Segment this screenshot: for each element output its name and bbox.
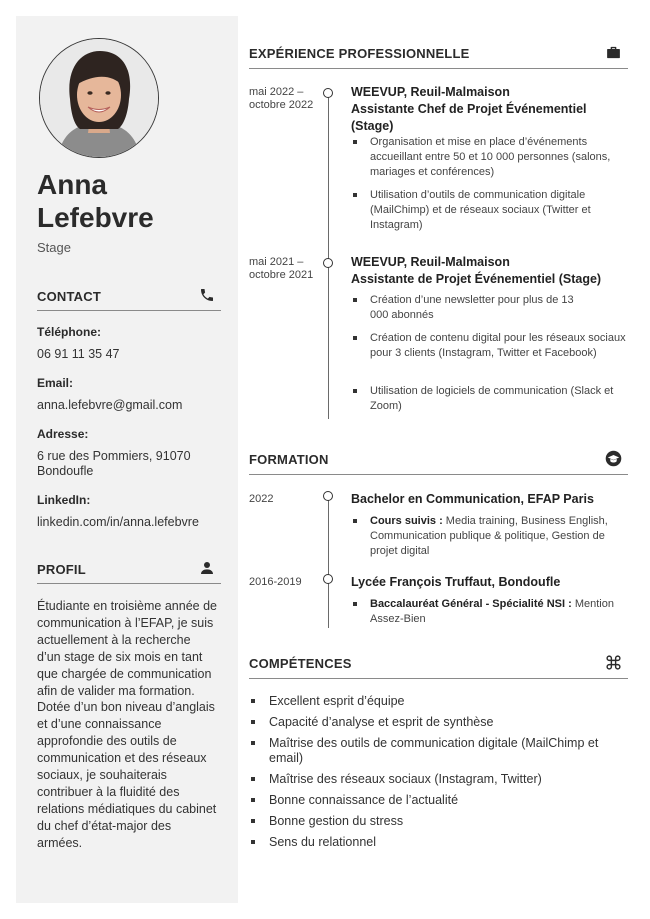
profile-section-header <box>37 559 221 584</box>
candidate-title: Stage <box>37 240 71 255</box>
skill-item: Maîtrise des réseaux sociaux (Instagram, Twitter) <box>269 772 624 787</box>
education-heading: FORMATION <box>249 452 329 467</box>
address-value <box>37 449 227 479</box>
detail-label: Baccalauréat Général - Spécialité NSI : <box>370 598 572 610</box>
date-end: octobre 2021 <box>249 269 314 281</box>
education-2-detail <box>370 597 628 627</box>
detail-label: Cours suivis : <box>370 515 443 527</box>
linkedin-label: LinkedIn: <box>37 493 91 507</box>
skills-section-header <box>249 652 628 679</box>
phone-icon <box>199 287 215 303</box>
skill-item: Maîtrise des outils de communication digitale (MailChimp et email) <box>269 736 624 766</box>
date-start: mai 2021 – <box>249 256 304 268</box>
experience-section-header <box>249 42 628 69</box>
profile-photo <box>39 38 159 158</box>
user-icon <box>199 560 215 576</box>
experience-heading: EXPÉRIENCE PROFESSIONNELLE <box>249 46 470 61</box>
experience-1-bullet-1: Organisation et mise en place d’événements accueillant entre 50 et 10 000 personnes (salons, mariages et conférences) <box>370 135 628 181</box>
date-end: octobre 2022 <box>249 99 314 111</box>
briefcase-icon <box>605 44 622 61</box>
experience-2-date <box>249 256 327 282</box>
experience-2-bullet-3: Utilisation de logiciels de communication (Slack et Zoom) <box>370 384 628 414</box>
contact-heading: CONTACT <box>37 289 101 304</box>
command-icon <box>605 654 622 671</box>
contact-section-header <box>37 286 221 311</box>
candidate-name <box>37 168 154 234</box>
role: Assistante Chef de Projet Événementiel (Stage) <box>351 102 587 133</box>
phone-value: 06 91 11 35 47 <box>37 347 120 361</box>
experience-1-title <box>351 84 626 135</box>
company: WEEVUP, Reuil-Malmaison <box>351 255 510 269</box>
address-label: Adresse: <box>37 427 89 441</box>
skill-item: Excellent esprit d’équipe <box>269 694 624 709</box>
detail-text: Media training, Business English, Communication publique & politique, Gestion de projet digital <box>370 515 608 558</box>
experience-2-bullet-2: Création de contenu digital pour les réseaux sociaux pour 3 clients (Instagram, Twitter et Facebook) <box>370 331 628 361</box>
email-label: Email: <box>37 376 74 390</box>
education-1-date: 2022 <box>249 493 274 505</box>
linkedin-value[interactable]: linkedin.com/in/anna.lefebvre <box>37 515 199 529</box>
first-name: Anna <box>37 169 107 200</box>
graduation-cap-icon <box>605 450 622 467</box>
education-2-school: Lycée François Truffaut, Bondoufle <box>351 575 561 589</box>
detail-text: Mention Assez-Bien <box>370 598 614 626</box>
skill-item: Bonne connaissance de l’actualité <box>269 793 624 808</box>
profile-text: Étudiante en troisième année de communication à l’EFAP, je suis actuellement à la recherche d’un stage de six mois en tant que chargée de communication afin de valider ma formation. Dotée d’un bon niveau d’anglais et d’une connaissance approfondie des outils de communication et des réseaux sociaux, je souhaiterais contribuer à la fluidité des relations médiatiques du cabinet du chef d’état-major des armées. <box>37 599 217 850</box>
address-line-2: Bondoufle <box>37 464 94 478</box>
education-2-date: 2016-2019 <box>249 576 302 588</box>
experience-1-date <box>249 86 327 112</box>
skill-item: Bonne gestion du stress <box>269 814 624 829</box>
phone-label: Téléphone: <box>37 325 102 339</box>
last-name: Lefebvre <box>37 202 154 233</box>
role: Assistante de Projet Événementiel (Stage) <box>351 272 602 286</box>
company: WEEVUP, Reuil-Malmaison <box>351 85 510 99</box>
experience-2-title <box>351 254 626 288</box>
email-value[interactable]: anna.lefebvre@gmail.com <box>37 398 183 412</box>
profile-heading: PROFIL <box>37 562 86 577</box>
experience-2-bullet-1: Création d’une newsletter pour plus de 13 000 abonnés <box>370 293 590 323</box>
education-timeline-line <box>328 500 329 628</box>
address-line-1: 6 rue des Pommiers, 91070 <box>37 449 191 463</box>
education-1-detail <box>370 514 628 560</box>
date-start: mai 2022 – <box>249 86 304 98</box>
skill-item: Capacité d’analyse et esprit de synthèse <box>269 715 624 730</box>
skill-item: Sens du relationnel <box>269 835 624 850</box>
education-section-header <box>249 448 628 475</box>
sidebar <box>16 16 238 903</box>
skills-heading: COMPÉTENCES <box>249 656 352 671</box>
education-1-school: Bachelor en Communication, EFAP Paris <box>351 492 594 506</box>
experience-1-bullet-2: Utilisation d’outils de communication digitale (MailChimp) et de réseaux sociaux (Twitter et Instagram) <box>370 188 628 234</box>
